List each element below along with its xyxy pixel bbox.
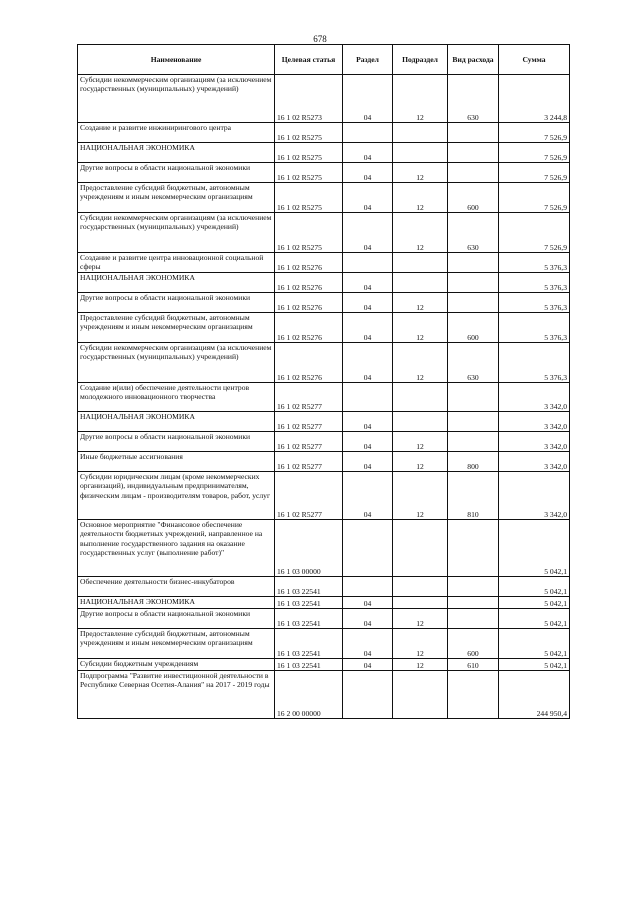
table-row xyxy=(78,163,570,183)
table-row xyxy=(78,293,570,313)
cell-name: Основное мероприятие "Финансовое обеспечение деятельности бюджетных учреждений, направленное на выполнение государственного задания на оказание государственных услуг (выполнение работ)" xyxy=(78,520,275,577)
table-row xyxy=(78,123,570,143)
cell-expense-type xyxy=(448,671,499,719)
cell-amount: 7 526,9 xyxy=(499,163,570,183)
table-row xyxy=(78,609,570,629)
cell-subsection: 12 xyxy=(393,183,448,213)
cell-amount: 3 342,0 xyxy=(499,412,570,432)
cell-amount: 244 950,4 xyxy=(499,671,570,719)
cell-name: Другие вопросы в области национальной экономики xyxy=(78,609,275,629)
cell-expense-type: 800 xyxy=(448,452,499,472)
cell-amount: 3 342,0 xyxy=(499,432,570,452)
cell-section: 04 xyxy=(343,659,393,671)
cell-subsection xyxy=(393,123,448,143)
cell-expense-type xyxy=(448,577,499,597)
cell-name: Обеспечение деятельности бизнес-инкубаторов xyxy=(78,577,275,597)
cell-name: НАЦИОНАЛЬНАЯ ЭКОНОМИКА xyxy=(78,597,275,609)
cell-section: 04 xyxy=(343,213,393,253)
cell-expense-type xyxy=(448,253,499,273)
cell-amount: 3 342,0 xyxy=(499,452,570,472)
cell-section xyxy=(343,671,393,719)
cell-expense-type: 610 xyxy=(448,659,499,671)
cell-name: Создание и(или) обеспечение деятельности центров молодежного инновационного творчества xyxy=(78,383,275,412)
table-row xyxy=(78,75,570,123)
cell-amount: 7 526,9 xyxy=(499,123,570,143)
cell-subsection: 12 xyxy=(393,609,448,629)
cell-expense-type xyxy=(448,383,499,412)
cell-target-article: 16 1 02 R5277 xyxy=(275,452,343,472)
cell-name: Предоставление субсидий бюджетным, автономным учреждениям и иным некоммерческим организациям xyxy=(78,183,275,213)
cell-subsection xyxy=(393,577,448,597)
cell-expense-type xyxy=(448,273,499,293)
cell-amount: 5 376,3 xyxy=(499,313,570,343)
cell-amount: 7 526,9 xyxy=(499,143,570,163)
cell-subsection: 12 xyxy=(393,75,448,123)
table-row xyxy=(78,343,570,383)
cell-expense-type: 810 xyxy=(448,472,499,520)
cell-amount: 5 376,3 xyxy=(499,293,570,313)
cell-target-article: 16 1 02 R5276 xyxy=(275,253,343,273)
cell-expense-type xyxy=(448,432,499,452)
cell-amount: 5 376,3 xyxy=(499,343,570,383)
cell-name: НАЦИОНАЛЬНАЯ ЭКОНОМИКА xyxy=(78,412,275,432)
cell-subsection: 12 xyxy=(393,659,448,671)
cell-expense-type: 600 xyxy=(448,313,499,343)
cell-amount: 5 042,1 xyxy=(499,597,570,609)
cell-target-article: 16 1 02 R5276 xyxy=(275,273,343,293)
table-row xyxy=(78,452,570,472)
cell-name: НАЦИОНАЛЬНАЯ ЭКОНОМИКА xyxy=(78,143,275,163)
budget-table xyxy=(77,44,570,719)
cell-name: Субсидии некоммерческим организациям (за исключением государственных (муниципальных) учреждений) xyxy=(78,75,275,123)
cell-target-article: 16 2 00 00000 xyxy=(275,671,343,719)
header-subsection: Подраздел xyxy=(393,45,448,75)
header-amount: Сумма xyxy=(499,45,570,75)
cell-subsection xyxy=(393,412,448,432)
cell-expense-type xyxy=(448,597,499,609)
cell-section: 04 xyxy=(343,597,393,609)
cell-target-article: 16 1 02 R5276 xyxy=(275,313,343,343)
cell-name: Подпрограмма "Развитие инвестиционной деятельности в Республике Северная Осетия-Алания" на 2017 - 2019 годы xyxy=(78,671,275,719)
cell-target-article: 16 1 02 R5275 xyxy=(275,213,343,253)
cell-subsection xyxy=(393,143,448,163)
cell-target-article: 16 1 02 R5277 xyxy=(275,432,343,452)
table-row xyxy=(78,273,570,293)
cell-section: 04 xyxy=(343,313,393,343)
cell-target-article: 16 1 03 22541 xyxy=(275,577,343,597)
cell-target-article: 16 1 02 R5277 xyxy=(275,472,343,520)
cell-name: Другие вопросы в области национальной экономики xyxy=(78,163,275,183)
cell-expense-type xyxy=(448,293,499,313)
cell-target-article: 16 1 03 22541 xyxy=(275,659,343,671)
cell-subsection xyxy=(393,253,448,273)
table-row xyxy=(78,520,570,577)
cell-expense-type: 630 xyxy=(448,343,499,383)
cell-target-article: 16 1 02 R5277 xyxy=(275,383,343,412)
cell-section: 04 xyxy=(343,472,393,520)
cell-subsection: 12 xyxy=(393,343,448,383)
cell-target-article: 16 1 03 00000 xyxy=(275,520,343,577)
cell-target-article: 16 1 02 R5276 xyxy=(275,343,343,383)
cell-subsection: 12 xyxy=(393,293,448,313)
cell-target-article: 16 1 02 R5275 xyxy=(275,163,343,183)
cell-subsection: 12 xyxy=(393,452,448,472)
table-row xyxy=(78,472,570,520)
cell-expense-type: 600 xyxy=(448,183,499,213)
table-header-row xyxy=(78,45,570,75)
cell-expense-type xyxy=(448,412,499,432)
table-row xyxy=(78,213,570,253)
cell-section: 04 xyxy=(343,143,393,163)
cell-section: 04 xyxy=(343,163,393,183)
cell-amount: 5 042,1 xyxy=(499,659,570,671)
cell-name: Иные бюджетные ассигнования xyxy=(78,452,275,472)
cell-name: Другие вопросы в области национальной экономики xyxy=(78,293,275,313)
cell-name: Предоставление субсидий бюджетным, автономным учреждениям и иным некоммерческим организациям xyxy=(78,313,275,343)
cell-section: 04 xyxy=(343,293,393,313)
cell-name: Другие вопросы в области национальной экономики xyxy=(78,432,275,452)
header-name: Наименование xyxy=(78,45,275,75)
cell-subsection xyxy=(393,520,448,577)
cell-name: Субсидии бюджетным учреждениям xyxy=(78,659,275,671)
table-row xyxy=(78,383,570,412)
cell-amount: 3 244,8 xyxy=(499,75,570,123)
cell-section: 04 xyxy=(343,412,393,432)
cell-amount: 5 376,3 xyxy=(499,273,570,293)
cell-amount: 5 376,3 xyxy=(499,253,570,273)
cell-expense-type xyxy=(448,143,499,163)
cell-name: Субсидии некоммерческим организациям (за исключением государственных (муниципальных) учреждений) xyxy=(78,343,275,383)
cell-subsection xyxy=(393,273,448,293)
cell-section: 04 xyxy=(343,629,393,659)
cell-amount: 5 042,1 xyxy=(499,609,570,629)
cell-name: Создание и развитие инжинирингового центра xyxy=(78,123,275,143)
header-section: Раздел xyxy=(343,45,393,75)
cell-section: 04 xyxy=(343,183,393,213)
cell-name: Субсидии юридическим лицам (кроме некоммерческих организаций), индивидуальным предпринимателям, физическим лицам - производителям товаров, работ, услуг xyxy=(78,472,275,520)
cell-amount: 3 342,0 xyxy=(499,383,570,412)
cell-section: 04 xyxy=(343,343,393,383)
cell-section: 04 xyxy=(343,432,393,452)
cell-section xyxy=(343,577,393,597)
cell-section: 04 xyxy=(343,452,393,472)
cell-expense-type xyxy=(448,520,499,577)
table-row xyxy=(78,629,570,659)
header-expense-type: Вид расхода xyxy=(448,45,499,75)
cell-target-article: 16 1 02 R5275 xyxy=(275,123,343,143)
cell-subsection: 12 xyxy=(393,472,448,520)
cell-amount: 7 526,9 xyxy=(499,183,570,213)
cell-amount: 5 042,1 xyxy=(499,629,570,659)
table-row xyxy=(78,412,570,432)
cell-expense-type xyxy=(448,123,499,143)
cell-amount: 5 042,1 xyxy=(499,577,570,597)
cell-subsection: 12 xyxy=(393,432,448,452)
cell-subsection xyxy=(393,383,448,412)
table-row xyxy=(78,183,570,213)
cell-expense-type: 600 xyxy=(448,629,499,659)
cell-target-article: 16 1 02 R5275 xyxy=(275,143,343,163)
cell-name: Предоставление субсидий бюджетным, автономным учреждениям и иным некоммерческим организациям xyxy=(78,629,275,659)
cell-target-article: 16 1 03 22541 xyxy=(275,609,343,629)
cell-subsection: 12 xyxy=(393,213,448,253)
cell-section xyxy=(343,253,393,273)
table-row xyxy=(78,659,570,671)
cell-target-article: 16 1 02 R5275 xyxy=(275,183,343,213)
table-row xyxy=(78,432,570,452)
cell-target-article: 16 1 02 R5273 xyxy=(275,75,343,123)
cell-section xyxy=(343,383,393,412)
header-target-article: Целевая статья xyxy=(275,45,343,75)
table-body xyxy=(78,75,570,719)
cell-name: НАЦИОНАЛЬНАЯ ЭКОНОМИКА xyxy=(78,273,275,293)
cell-amount: 7 526,9 xyxy=(499,213,570,253)
cell-amount: 3 342,0 xyxy=(499,472,570,520)
cell-name: Субсидии некоммерческим организациям (за исключением государственных (муниципальных) учреждений) xyxy=(78,213,275,253)
cell-subsection xyxy=(393,671,448,719)
cell-subsection xyxy=(393,597,448,609)
cell-expense-type: 630 xyxy=(448,75,499,123)
cell-section: 04 xyxy=(343,609,393,629)
cell-expense-type xyxy=(448,609,499,629)
cell-expense-type: 630 xyxy=(448,213,499,253)
cell-target-article: 16 1 03 22541 xyxy=(275,597,343,609)
table-row xyxy=(78,577,570,597)
table-row xyxy=(78,597,570,609)
cell-subsection: 12 xyxy=(393,313,448,343)
cell-section: 04 xyxy=(343,75,393,123)
table-row xyxy=(78,313,570,343)
cell-section xyxy=(343,123,393,143)
cell-expense-type xyxy=(448,163,499,183)
cell-amount: 5 042,1 xyxy=(499,520,570,577)
table-row xyxy=(78,671,570,719)
cell-section xyxy=(343,520,393,577)
cell-name: Создание и развитие центра инновационной социальной сферы xyxy=(78,253,275,273)
cell-subsection: 12 xyxy=(393,629,448,659)
table-row xyxy=(78,143,570,163)
cell-subsection: 12 xyxy=(393,163,448,183)
cell-section: 04 xyxy=(343,273,393,293)
cell-target-article: 16 1 02 R5276 xyxy=(275,293,343,313)
cell-target-article: 16 1 03 22541 xyxy=(275,629,343,659)
cell-target-article: 16 1 02 R5277 xyxy=(275,412,343,432)
table-row xyxy=(78,253,570,273)
page-number: 678 xyxy=(313,34,327,44)
